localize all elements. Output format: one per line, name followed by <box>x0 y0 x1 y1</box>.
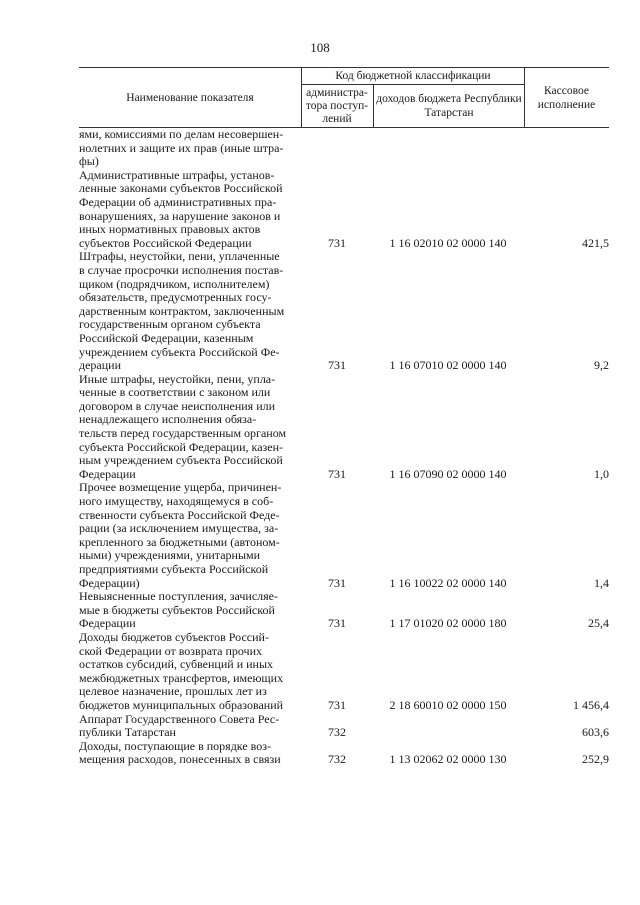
indicator-name-line: договором в случае неисполнения или <box>79 398 276 413</box>
indicator-name-line: мые в бюджеты субъектов Российской <box>79 602 275 617</box>
header-cash-execution: Кассовое исполнение <box>537 84 596 111</box>
table-row <box>79 740 609 767</box>
revenue-code: 1 13 02062 02 0000 130 <box>389 752 507 767</box>
indicator-name-line: предприятиями субъекта Российской <box>79 562 269 576</box>
table-body <box>79 128 609 767</box>
revenue-code: 1 16 07010 02 0000 140 <box>389 358 507 373</box>
indicator-name <box>79 740 301 767</box>
indicator-name-line: Аппарат Государственного Совета Рес- <box>79 711 280 726</box>
indicator-name-line: Доходы бюджетов субъектов Россий- <box>79 629 269 644</box>
indicator-name <box>79 481 301 590</box>
table-row <box>79 590 609 631</box>
table-header <box>79 67 609 128</box>
administrator-code: 731 <box>328 697 346 712</box>
indicator-name-line: ченные в соответствии с законом или <box>79 385 271 400</box>
indicator-name-line: целевое назначение, прошлых лет из <box>79 684 267 699</box>
indicator-name-line: дарственным контрактом, заключенным <box>79 303 285 318</box>
indicator-name-line: субъекта Российской Федерации, казен- <box>79 439 284 454</box>
administrator-code: 732 <box>328 725 346 740</box>
revenue-code: 1 16 10022 02 0000 140 <box>389 575 507 590</box>
indicator-name <box>79 713 301 740</box>
indicator-name-line: субъектов Российской Федерации <box>79 235 252 250</box>
indicator-name <box>79 631 301 713</box>
indicator-name-line: фы) <box>79 154 99 169</box>
table-row <box>79 713 609 740</box>
indicator-name <box>79 128 301 169</box>
indicator-name-line: Невыясненные поступления, зачисляе- <box>79 589 278 604</box>
cash-execution-amount: 25,4 <box>588 616 609 631</box>
indicator-name <box>79 250 301 372</box>
indicator-name-line: межбюджетных трансфертов, имеющих <box>79 670 284 685</box>
revenue-code: 2 18 60010 02 0000 150 <box>389 697 507 712</box>
indicator-name-line: иных нормативных правовых актов <box>79 222 261 237</box>
indicator-name-line: Прочее возмещение ущерба, причинен- <box>79 480 282 495</box>
indicator-name-line: ленные законами субъектов Российской <box>79 181 283 196</box>
page-number: 108 <box>310 40 330 55</box>
cash-execution-amount: 421,5 <box>582 235 609 250</box>
cash-execution-amount: 1 456,4 <box>573 697 609 712</box>
revenue-code: 1 16 07090 02 0000 140 <box>389 466 507 481</box>
indicator-name-line: ской Федерации от возврата прочих <box>79 643 263 658</box>
header-budget-classification-code: Код бюджетной классификации <box>301 68 525 85</box>
indicator-name-line: Федерации <box>79 466 136 481</box>
table-row <box>79 250 609 372</box>
indicator-name-line: остатков субсидий, субвенций и иных <box>79 657 274 672</box>
administrator-code: 731 <box>328 235 346 250</box>
indicator-name-line: ями, комиссиями по делам несовершен- <box>79 127 284 141</box>
header-indicator-name: Наименование показателя <box>126 91 254 104</box>
table-row <box>79 373 609 482</box>
indicator-name-line: нолетних и защите их прав (иные штра- <box>79 140 284 155</box>
cash-execution-amount: 9,2 <box>594 358 609 373</box>
indicator-name-line: щиком (подрядчиком, исполнителем) <box>79 276 270 291</box>
administrator-code: 731 <box>328 616 346 631</box>
indicator-name-line: ственности субъекта Российской Феде- <box>79 507 280 522</box>
indicator-name-line: ного имуществу, находящемуся в соб- <box>79 494 274 509</box>
table-row <box>79 631 609 713</box>
indicator-name-line: публики Татарстан <box>79 725 176 740</box>
administrator-code: 731 <box>328 466 346 481</box>
indicator-name <box>79 169 301 251</box>
indicator-name-line: Федерации <box>79 616 136 631</box>
indicator-name-line: Штрафы, неустойки, пени, уплаченные <box>79 249 280 264</box>
cash-execution-amount: 1,0 <box>594 466 609 481</box>
revenue-code: 1 16 02010 02 0000 140 <box>389 235 507 250</box>
indicator-name-line: бюджетов муниципальных образований <box>79 697 284 712</box>
indicator-name-line: ненадлежащего исполнения обяза- <box>79 412 257 427</box>
indicator-name-line: вонарушениях, за нарушение законов и <box>79 208 281 223</box>
indicator-name-line: Российской Федерации, казенным <box>79 330 254 345</box>
table-row <box>79 169 609 251</box>
indicator-name-line: Иные штрафы, неустойки, пени, упла- <box>79 371 276 386</box>
table-row <box>79 481 609 590</box>
indicator-name-line: рации (за исключением имущества, за- <box>79 521 279 536</box>
indicator-name-line: Федерации) <box>79 575 140 590</box>
indicator-name-line: дерации <box>79 358 122 373</box>
indicator-name-line: обязательств, предусмотренных госу- <box>79 290 272 305</box>
cash-execution-amount: 603,6 <box>582 725 609 740</box>
administrator-code: 732 <box>328 752 346 767</box>
indicator-name-line: в случае просрочки исполнения постав- <box>79 262 284 277</box>
revenue-code: 1 17 01020 02 0000 180 <box>389 616 507 631</box>
indicator-name-line: мещения расходов, понесенных в связи <box>79 752 281 767</box>
indicator-name-line: государственным органом субъекта <box>79 317 261 332</box>
indicator-name-line: крепленного за бюджетными (автоном- <box>79 534 280 549</box>
administrator-code: 731 <box>328 575 346 590</box>
indicator-name-line: ными) учреждениями, унитарными <box>79 548 261 563</box>
header-budget-revenue-code: доходов бюджета Республики Татарстан <box>373 85 525 127</box>
indicator-name <box>79 590 301 631</box>
cash-execution-amount: 1,4 <box>594 575 609 590</box>
cash-execution-amount: 252,9 <box>582 752 609 767</box>
indicator-name-line: Доходы, поступающие в порядке воз- <box>79 738 271 753</box>
table-row <box>79 128 609 169</box>
indicator-name-line: учреждением субъекта Российской Фе- <box>79 344 280 359</box>
indicator-name-line: Административные штрафы, установ- <box>79 167 275 182</box>
header-revenue-administrator: администра-тора поступ-лений <box>301 85 372 127</box>
indicator-name-line: тельств перед государственным органом <box>79 426 287 441</box>
indicator-name-line: Федерации об административных пра- <box>79 194 277 209</box>
administrator-code: 731 <box>328 358 346 373</box>
indicator-name-line: ным учреждением субъекта Российской <box>79 453 283 468</box>
indicator-name <box>79 373 301 482</box>
